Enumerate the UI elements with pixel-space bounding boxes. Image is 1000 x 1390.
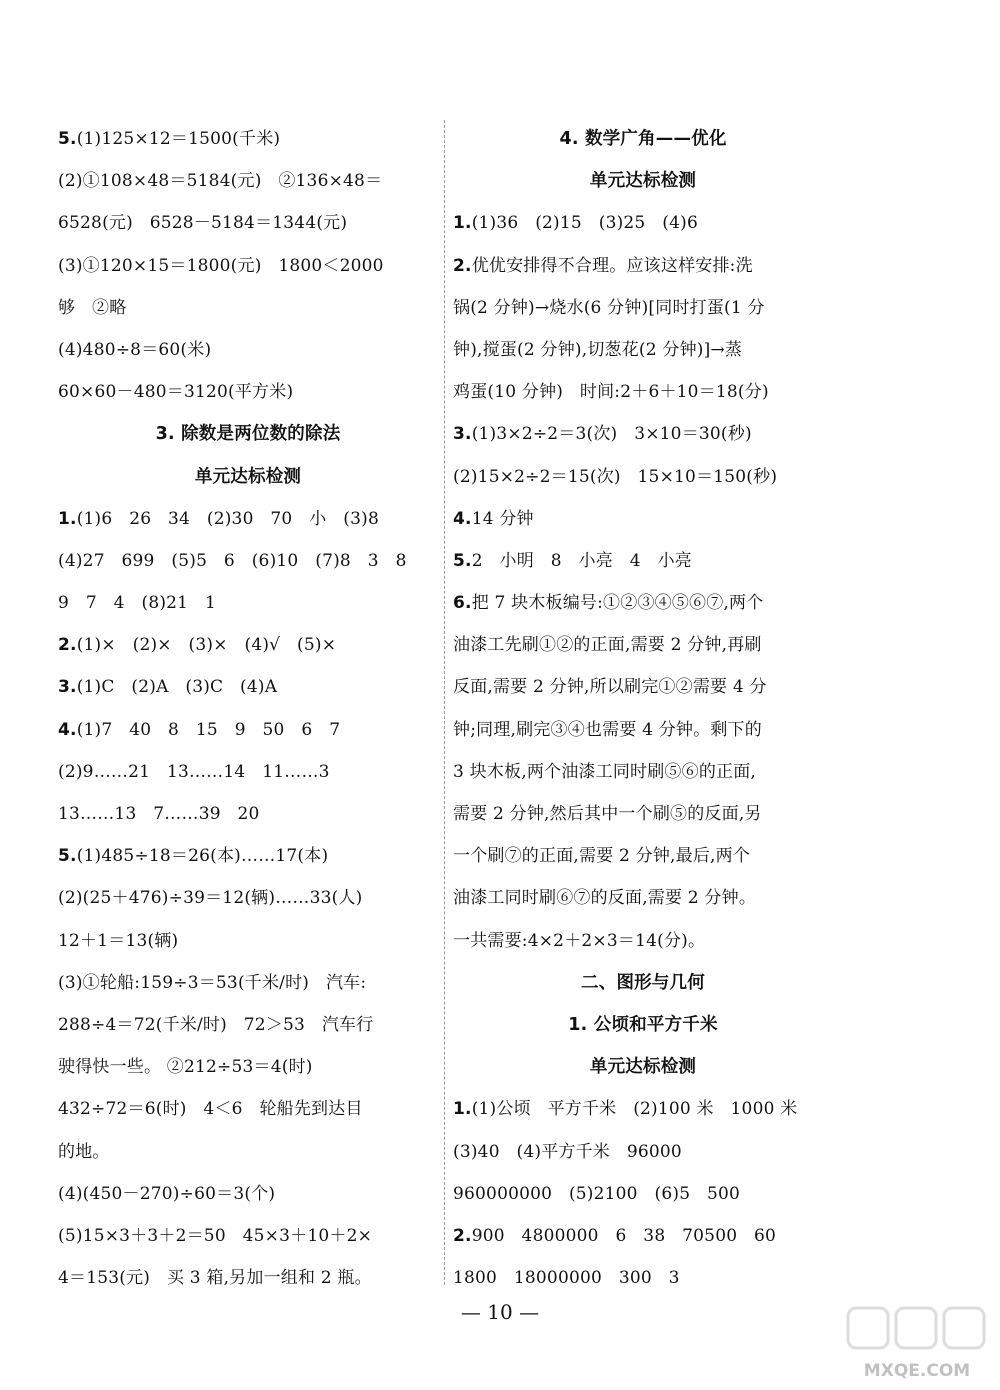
watermark-text: MXQE.COM [863, 1361, 971, 1381]
answer-text: 一个刷⑦的正面,需要 2 分钟,最后,两个 [453, 846, 751, 867]
question-number: 5. [58, 129, 77, 149]
answer-text: 960000000 (5)2100 (6)5 500 [453, 1183, 741, 1204]
answer-text: 3 块木板,两个油漆工同时刷⑤⑥的正面, [453, 761, 757, 782]
answer-line [58, 1173, 438, 1215]
section-heading: 单元达标检测 [194, 466, 302, 487]
answer-line [453, 371, 833, 413]
watermark-box-2 [896, 1308, 936, 1348]
question-number: 1. [453, 213, 472, 234]
question-number: 6. [453, 593, 472, 614]
answer-text: 9 7 4 (8)21 1 [58, 593, 217, 614]
answer-line [58, 624, 438, 666]
answer-text: (4)(450－270)÷60＝3(个) [58, 1183, 276, 1204]
answer-text: 反面,需要 2 分钟,所以刷完①②需要 4 分 [453, 677, 767, 698]
answer-line [58, 1046, 438, 1088]
answer-text: 13……13 7……39 20 [58, 804, 260, 824]
answer-line [453, 413, 833, 455]
answer-line [58, 118, 438, 160]
right-column [453, 118, 833, 1299]
section-heading: 1. 公顷和平方千米 [568, 1014, 718, 1035]
answer-line [453, 1088, 833, 1130]
answer-line [58, 371, 438, 413]
answer-text: (1)公顷 平方千米 (2)100 米 1000 米 [471, 1099, 798, 1120]
answer-line [453, 793, 833, 835]
answer-text: (2)①108×48＝5184(元) ②136×48＝ [58, 171, 383, 192]
section-heading: 3. 除数是两位数的除法 [155, 424, 341, 445]
question-number: 2. [58, 635, 77, 656]
answer-line [58, 1131, 438, 1173]
answer-line [453, 1257, 833, 1299]
answer-text: 900 4800000 6 38 70500 60 [471, 1225, 777, 1246]
answer-text: 锅(2 分钟)→烧水(6 分钟)[同时打蛋(1 分 [453, 297, 765, 318]
answer-text: 优优安排得不合理。应该这样安排:洗 [471, 255, 753, 276]
answer-text: (1)36 (2)15 (3)25 (4)6 [471, 213, 698, 234]
answer-text: 的地。 [58, 1141, 110, 1162]
answer-line [58, 666, 438, 708]
question-number: 4. [453, 508, 472, 529]
answer-line [58, 751, 438, 793]
answer-line [58, 1257, 438, 1299]
watermark-box-1 [848, 1308, 888, 1348]
answer-line [58, 287, 438, 329]
answer-line [453, 456, 833, 498]
answer-line [453, 835, 833, 877]
left-column [58, 118, 438, 1299]
answer-line [453, 666, 833, 708]
answer-text: (2)9……21 13……14 11……3 [58, 761, 330, 782]
answer-line [453, 1215, 833, 1257]
answer-text: 14 分钟 [471, 508, 534, 529]
question-number: 3. [58, 677, 77, 698]
watermark-logo [842, 1302, 992, 1384]
section-heading: 单元达标检测 [589, 1057, 697, 1078]
column-divider [444, 120, 445, 1285]
answer-text: (1)125×12＝1500(千米) [76, 129, 281, 149]
answer-line [453, 877, 833, 919]
answer-text: (1)485÷18＝26(本)……17(本) [76, 846, 329, 867]
answer-line [58, 540, 438, 582]
answer-line [453, 624, 833, 666]
answer-text: 油漆工先刷①②的正面,需要 2 分钟,再刷 [453, 635, 762, 656]
question-number: 2. [453, 255, 472, 276]
answer-line [58, 1215, 438, 1257]
answer-line [58, 498, 438, 540]
answer-text: (1)7 40 8 15 9 50 6 7 [76, 719, 341, 740]
answer-text: 够 ②略 [58, 297, 127, 318]
answer-text: (2)15×2÷2＝15(次) 15×10＝150(秒) [453, 466, 778, 487]
answer-text: 钟;同理,刷完③④也需要 4 分钟。剩下的 [453, 719, 762, 740]
answer-text: 驶得快一些。 ②212÷53＝4(时) [58, 1057, 313, 1078]
answer-line [453, 920, 833, 962]
answer-text: 288÷4＝72(千米/时) 72＞53 汽车行 [58, 1014, 374, 1035]
answer-line [453, 709, 833, 751]
answer-line [58, 202, 438, 244]
answer-text: 432÷72＝6(时) 4＜6 轮船先到达目 [58, 1099, 363, 1120]
answer-line [453, 287, 833, 329]
answer-line [58, 1088, 438, 1130]
answer-text: 12＋1＝13(辆) [58, 930, 179, 951]
answer-line [58, 835, 438, 877]
answer-text: 4＝153(元) 买 3 箱,另加一组和 2 瓶。 [58, 1268, 372, 1289]
answer-text: 油漆工同时刷⑥⑦的反面,需要 2 分钟。 [453, 888, 757, 909]
answer-line [58, 160, 438, 202]
answer-line [453, 202, 833, 244]
answer-line [58, 920, 438, 962]
answer-text: 60×60－480＝3120(平方米) [58, 382, 294, 403]
answer-line [453, 498, 833, 540]
answer-line [453, 245, 833, 287]
answer-text: (3)40 (4)平方千米 96000 [453, 1141, 682, 1162]
answer-text: (1)× (2)× (3)× (4)√ (5)× [76, 635, 337, 656]
section-heading: 单元达标检测 [589, 171, 697, 192]
question-number: 5. [453, 550, 472, 571]
answer-line [453, 582, 833, 624]
answer-line [58, 329, 438, 371]
answer-line [453, 329, 833, 371]
answer-line [453, 540, 833, 582]
answer-line [58, 245, 438, 287]
answer-text: 2 小明 8 小亮 4 小亮 [471, 550, 692, 571]
answer-text: 需要 2 分钟,然后其中一个刷⑤的反面,另 [453, 804, 762, 824]
page-number: — 10 — [460, 1300, 540, 1324]
answer-line [58, 1004, 438, 1046]
answer-line [58, 793, 438, 835]
section-heading: 4. 数学广角——优化 [559, 129, 727, 149]
answer-text: 把 7 块木板编号:①②③④⑤⑥⑦,两个 [471, 593, 764, 614]
answer-text: 钟),搅蛋(2 分钟),切葱花(2 分钟)]→蒸 [453, 339, 743, 360]
answer-text: 6528(元) 6528－5184＝1344(元) [58, 213, 348, 234]
answer-line [58, 582, 438, 624]
answer-text: (4)27 699 (5)5 6 (6)10 (7)8 3 8 [58, 550, 407, 571]
answer-line [58, 709, 438, 751]
answer-text: (2)(25＋476)÷39＝12(辆)……33(人) [58, 888, 363, 909]
answer-text: (3)①轮船:159÷3＝53(千米/时) 汽车: [58, 972, 367, 993]
answer-text: (1)6 26 34 (2)30 70 小 (3)8 [76, 508, 379, 529]
question-number: 1. [453, 1099, 472, 1120]
question-number: 3. [453, 424, 472, 445]
question-number: 2. [453, 1225, 472, 1246]
question-number: 5. [58, 846, 77, 867]
answer-text: (5)15×3＋3＋2＝50 45×3＋10＋2× [58, 1225, 373, 1246]
answer-text: (1)C (2)A (3)C (4)A [76, 677, 278, 698]
answer-text: 1800 18000000 300 3 [453, 1268, 680, 1289]
answer-text: (3)①120×15＝1800(元) 1800＜2000 [58, 255, 384, 276]
answer-line [58, 962, 438, 1004]
answer-line [453, 1131, 833, 1173]
section-heading: 二、图形与几何 [581, 972, 705, 993]
answer-text: 鸡蛋(10 分钟) 时间:2＋6＋10＝18(分) [453, 382, 769, 403]
answer-text: 一共需要:4×2＋2×3＝14(分)。 [453, 930, 706, 951]
answer-text: (4)480÷8＝60(米) [58, 339, 212, 360]
question-number: 4. [58, 719, 77, 740]
watermark-box-3 [944, 1308, 984, 1348]
answer-line [58, 877, 438, 919]
answer-line [453, 1173, 833, 1215]
answer-text: (1)3×2÷2＝3(次) 3×10＝30(秒) [471, 424, 752, 445]
question-number: 1. [58, 508, 77, 529]
answer-line [453, 751, 833, 793]
